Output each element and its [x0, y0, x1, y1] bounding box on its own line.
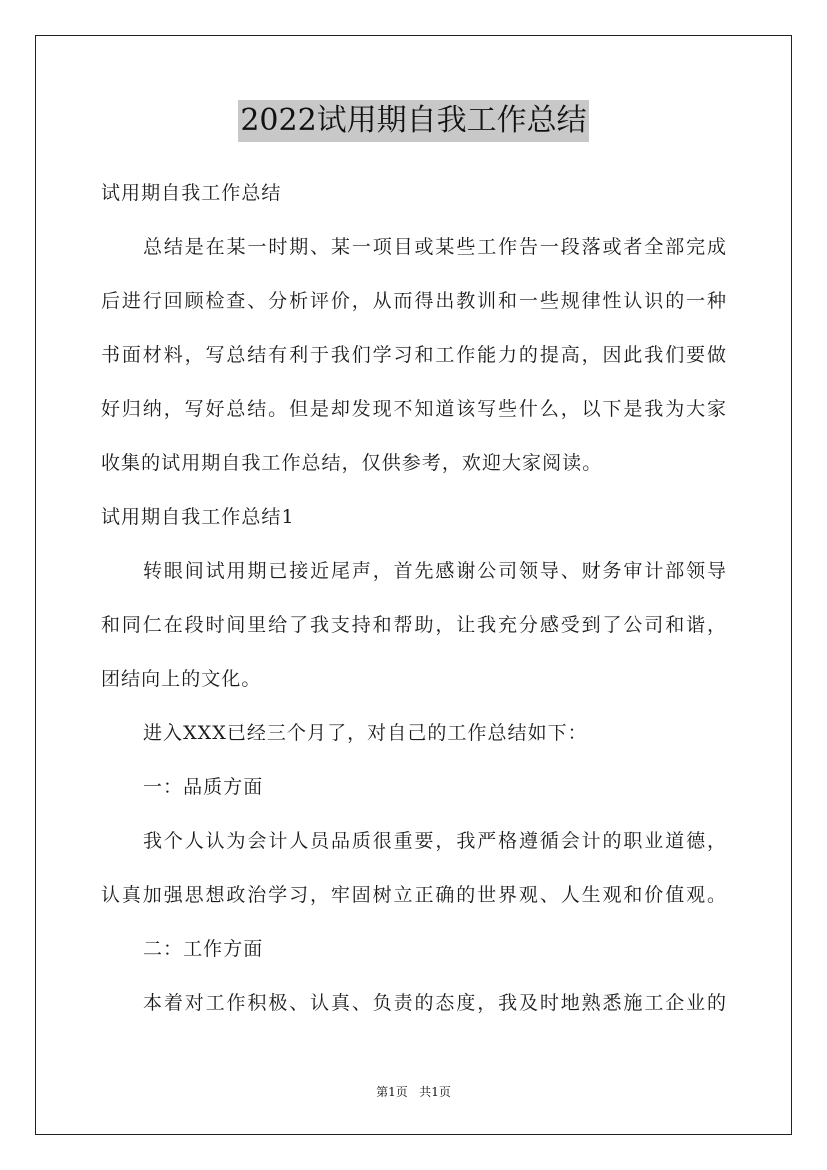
subheading: 二：工作方面	[143, 938, 264, 960]
page-footer	[0, 1083, 827, 1101]
page-total: 共1页	[419, 1085, 451, 1099]
paragraph-line: 认真加强思想政治学习，牢固树立正确的世界观、人生观和价值观。	[101, 884, 726, 906]
paragraph-line: 团结向上的文化。	[101, 668, 262, 690]
paragraph-line: 后进行回顾检查、分析评价，从而得出教训和一些规律性认识的一种	[101, 290, 726, 312]
page-number: 第1页	[376, 1085, 408, 1099]
paragraph-line: 书面材料，写总结有利于我们学习和工作能力的提高，因此我们要做	[101, 344, 726, 366]
section-heading: 试用期自我工作总结1	[101, 506, 295, 528]
paragraph-line: 好归纳，写好总结。但是却发现不知道该写些什么，以下是我为大家	[101, 398, 726, 420]
paragraph-line: 本着对工作积极、认真、负责的态度，我及时地熟悉施工企业的	[143, 992, 726, 1014]
subheading: 一：品质方面	[143, 776, 264, 798]
paragraph-line: 总结是在某一时期、某一项目或某些工作告一段落或者全部完成	[143, 236, 726, 258]
paragraph-line: 转眼间试用期已接近尾声，首先感谢公司领导、财务审计部领导	[143, 560, 726, 582]
section-heading: 试用期自我工作总结	[101, 182, 282, 204]
document-title: 2022试用期自我工作总结	[238, 100, 588, 142]
paragraph-line: 进入XXX已经三个月了，对自己的工作总结如下：	[143, 722, 588, 744]
paragraph-line: 收集的试用期自我工作总结，仅供参考，欢迎大家阅读。	[101, 452, 603, 474]
title-container	[0, 100, 827, 142]
paragraph-line: 和同仁在段时间里给了我支持和帮助，让我充分感受到了公司和谐，	[101, 614, 726, 636]
paragraph-line: 我个人认为会计人员品质很重要，我严格遵循会计的职业道德，	[143, 830, 726, 852]
